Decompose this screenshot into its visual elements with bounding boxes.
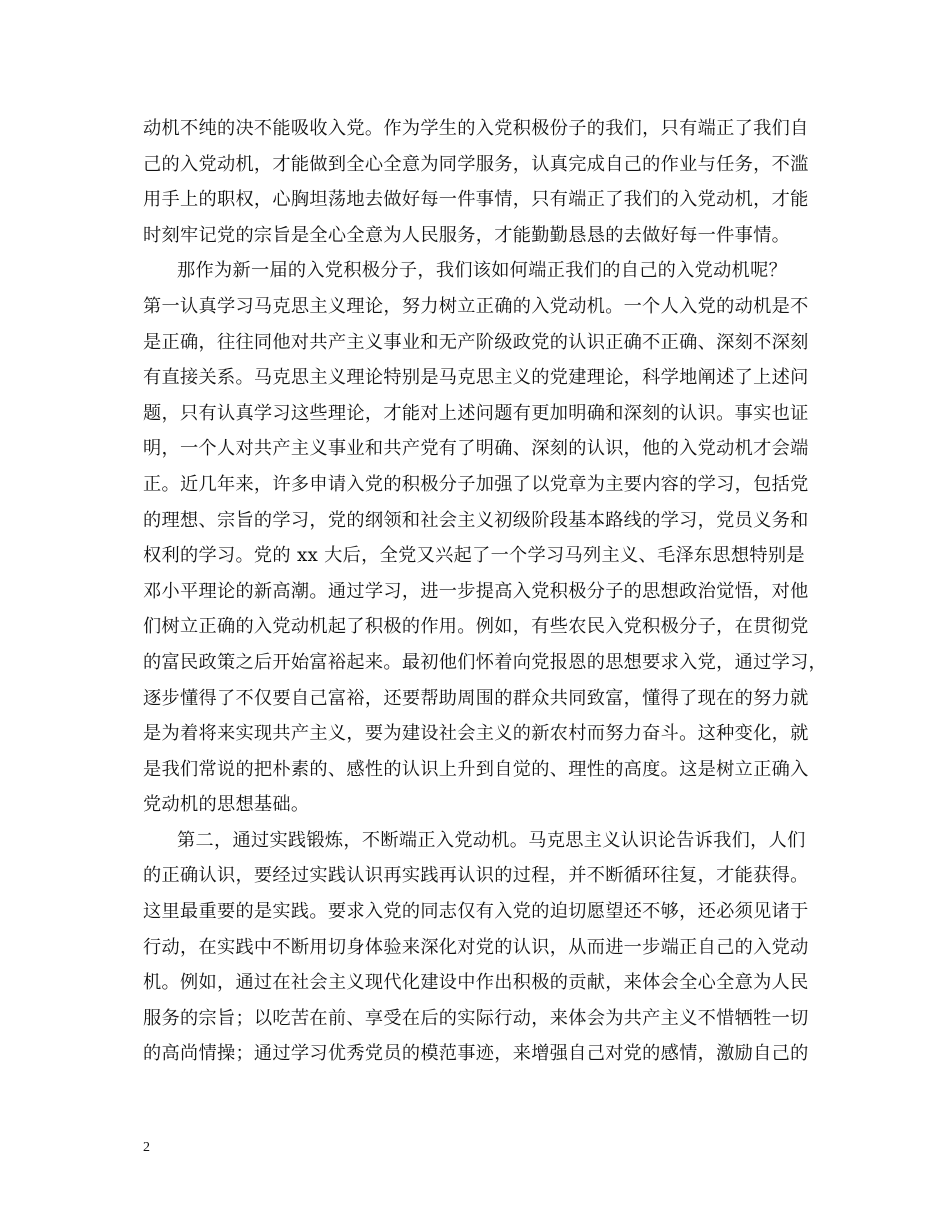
text-line: 动机不纯的决不能吸收入党。作为学生的入党积极份子的我们，只有端正了我们自 (143, 118, 809, 139)
text-line: 的高尚情操；通过学习优秀党员的模范事迹，来增强自己对党的感情，激励自己的 (143, 1043, 809, 1065)
text-line: 这里最重要的是实践。要求入党的同志仅有入党的迫切愿望还不够，还必须见诸于 (143, 901, 809, 923)
text-line: 时刻牢记党的宗旨是全心全意为人民服务，才能勤勤恳恳的去做好每一件事情。 (143, 224, 791, 246)
text-line: 机。例如，通过在社会主义现代化建设中作出积极的贡献，来体会全心全意为人民 (143, 972, 809, 994)
text-line: 有直接关系。马克思主义理论特别是马克思主义的党建理论，科学地阐述了上述问 (143, 367, 809, 389)
text-line: 服务的宗旨；以吃苦在前、享受在后的实际行动，来体会为共产主义不惜牺牲一切 (143, 1007, 809, 1029)
text-line: 己的入党动机，才能做到全心全意为同学服务，认真完成自己的作业与任务，不滥 (143, 153, 809, 175)
text-line: 的正确认识，要经过实践认识再实践再认识的过程，并不断循环往复，才能获得。 (143, 865, 809, 887)
text-line: 邓小平理论的新高潮。通过学习，进一步提高入党积极分子的思想政治觉悟，对他 (143, 580, 809, 602)
text-line: 逐步懂得了不仅要自己富裕，还要帮助周围的群众共同致富，懂得了现在的努力就 (143, 687, 809, 709)
text-line: 党动机的思想基础。 (143, 794, 310, 816)
text-line: 是正确，往往同他对共产主义事业和无产阶级政党的认识正确不正确、深刻不深刻 (143, 331, 809, 353)
text-line: 第一认真学习马克思主义理论，努力树立正确的入党动机。一个人入党的动机是不 (143, 295, 809, 317)
text-line: 明，一个人对共产主义事业和共产党有了明确、深刻的认识，他的入党动机才会端 (143, 438, 809, 460)
text-line: 题，只有认真学习这些理论，才能对上述问题有更加明确和深刻的认识。事实也证 (143, 402, 809, 424)
paragraph-start-line: 第二，通过实践锻炼，不断端正入党动机。马克思主义认识论告诉我们，人们 (177, 829, 806, 851)
text-line: 正。近几年来，许多申请入党的积极分子加强了以党章为主要内容的学习，包括党 (143, 473, 809, 495)
text-line: 权利的学习。党的 xx 大后，全党又兴起了一个学习马列主义、毛泽东思想特别是 (143, 545, 805, 567)
text-line: 的理想、宗旨的学习，党的纲领和社会主义初级阶段基本路线的学习，党员义务和 (143, 509, 809, 531)
text-line: 用手上的职权，心胸坦荡地去做好每一件事情，只有端正了我们的入党动机，才能 (143, 189, 809, 211)
text-line: 是为着将来实现共产主义，要为建设社会主义的新农村而努力奋斗。这种变化，就 (143, 723, 809, 745)
text-line: 行动，在实践中不断用切身体验来深化对党的认识，从而进一步端正自己的入党动 (143, 936, 809, 958)
text-line: 们树立正确的入党动机起了积极的作用。例如，有些农民入党积极分子，在贯彻党 (143, 616, 809, 638)
text-line: 是我们常说的把朴素的、感性的认识上升到自觉的、理性的高度。这是树立正确入 (143, 758, 809, 780)
paragraph-start-line: 那作为新一届的入党积极分子，我们该如何端正我们的自己的入党动机呢？ (177, 260, 788, 282)
page-number: 2 (143, 1140, 150, 1155)
text-line: 的富民政策之后开始富裕起来。最初他们怀着向党报恩的思想要求入党，通过学习， (143, 651, 828, 673)
body-text (143, 111, 828, 1072)
